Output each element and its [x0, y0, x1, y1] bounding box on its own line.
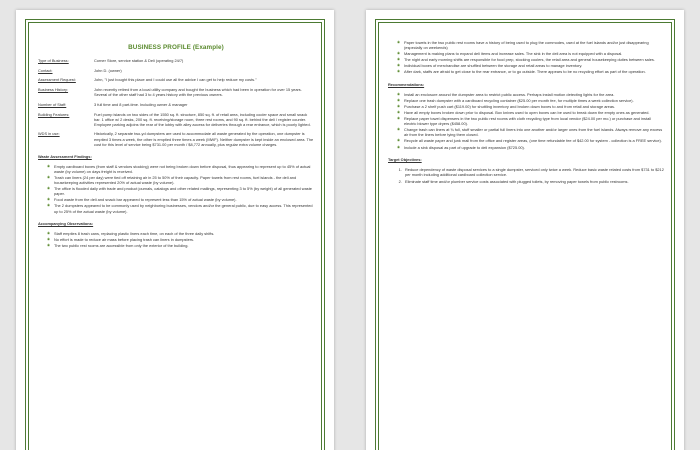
list-item: ◉ Replace paper towel dispensers in the two public rest rooms with cloth recycling type from local vendor ($24.00 per mo.) or purchase and install electric blower type dryers ($458.00). [397, 116, 664, 126]
observations-list [38, 231, 314, 248]
page-1-content [38, 44, 314, 249]
list-item: ◉ The night and early morning shifts are responsible for food prep, stocking coolers, the retail area and general housekeeping duties between sales. [397, 57, 664, 62]
list-item: 1. Reduce dependency of waste disposal services to a single dumpster, serviced only twice a week. Reduce basic waste related costs from $731 to $212 per month including additional cardboard collection service. [403, 167, 664, 177]
objectives-list [388, 167, 664, 184]
list-item: ◉ Replace one trash dumpster with a cardboard recycling container ($25.00 per month fee, for multiple times a week collection service). [397, 98, 664, 103]
page-1 [16, 10, 334, 450]
list-item: ◉ Recycle all waste paper and junk mail from the office and register areas, (one time refundable fee of $42.00 for system - collection is a FREE service). [397, 138, 664, 143]
section-heading-findings: Waste Assessment Findings: [38, 153, 92, 159]
list-item: 2. Eliminate staff time and/or plumber service costs associated with plugged toilets, by removing paper towels from public restrooms. [403, 179, 664, 184]
list-item: ◉ The 2 dumpsters appeared to be commonly used by neighboring businesses, vendors and/or the general public, due to easy access. This represented up to 25% of the actual waste (by volume). [47, 203, 314, 213]
observations-continued-list [388, 40, 664, 75]
list-item: ◉ Purchase a 2 shelf push cart ($119.00) for shuttling inventory and broken down boxes to and from retail and storage areas. [397, 104, 664, 109]
field-value: John, "I just bought this place and I could use all the advice I can get to help reduce my costs." [94, 77, 257, 83]
field-label: Type of Business: [38, 58, 69, 63]
field-contact [38, 68, 314, 73]
recommendations-list [388, 92, 664, 150]
field-value: 3 full time and 8 part-time. Including owner & manager [94, 101, 188, 107]
section-heading-objectives: Target Objectives: [388, 156, 422, 162]
findings-list [38, 164, 314, 214]
list-item: ◉ Staff empties 8 trash cans, replacing plastic liners each time, on each of the three daily shifts. [47, 231, 314, 236]
section-heading-recommendations: Recommendations: [388, 81, 425, 87]
list-item: ◉ Paper towels in the two public rest rooms have a history of being used to plug the commodes, used at the fuel islands and/or just disappearing (especially on weekends) [397, 40, 664, 50]
field-label: Business History: [38, 87, 69, 93]
list-item: ◉ Include a sink disposal as part of upgrade to deli expansion ($725.00). [397, 145, 664, 150]
list-item: ◉ After dark, staffs are afraid to get close to the rear entrance, or to go outside. There appears to be no recycling effort as part of the operation. [397, 69, 664, 74]
field-label: Assessment Request: [38, 77, 76, 83]
list-item: ◉ No effort is made to reduce air mass before placing trash can liners in dumpsters. [47, 237, 314, 242]
list-item: ◉ The two public rest rooms are accessible from only the exterior of the building. [47, 243, 314, 248]
field-value: Fuel pump islands on two sides of the 1550 sq. ft. structure, 850 sq. ft. of retail area, including cooler space and small snack bar. 1 office w/ 2 desks, 200 sq. ft. receiving/storage room, three rest rooms, and 90 sq. ft. behind the deli / register counter. Employee parking adjoins the rear of the lobby with alley access for deliveries through a rear entrance, which is poorly lighted. [94, 111, 311, 127]
list-item: ◉ Food waste from the deli and snack bar appeared to represent less than 15% of actual waste (by volume). [47, 197, 314, 202]
field-assessment-request [38, 77, 314, 82]
list-item: ◉ Management is making plans to expand deli items and increase sales. The sink in the deli area is not equipped with a disposal. [397, 51, 664, 56]
page-2-content [388, 40, 664, 186]
field-business-history [38, 87, 314, 97]
document-title: BUSINESS PROFILE (Example) [128, 44, 224, 51]
field-wds-in-use [38, 131, 314, 146]
field-label: Building Features: [38, 111, 70, 117]
field-type-of-business [38, 58, 314, 63]
field-value: John recently retired from a local utility company and bought the business which had been in operation for over 15 years. Several of the other staff had 3 to 4 years history with the previous owners. [94, 87, 302, 98]
field-number-of-staff [38, 102, 314, 107]
list-item: ◉ The office is flooded daily with trade and product journals, catalogs and other related mailings, representing 3 to 5% (by weight) of all generated waste paper. [47, 186, 314, 196]
field-label: WDS in use: [38, 131, 60, 137]
list-item: ◉ Install an enclosure around the dumpster area to restrict public access. Perhaps install motion detecting lights for the area. [397, 92, 664, 97]
field-building-features [38, 112, 314, 127]
list-item: ◉ Change trash can liners at ¾ full, stuff smaller or partial full liners into one another and/or larger ones from the fuel islands. Always remove any excess air from the liners before tying them closed. [397, 127, 664, 137]
list-item: ◉ Empty cardboard boxes (from staff & vendors stocking) were not being broken down before disposal, thus appearing to represent up to 45% of actual waste (by volume) on days freight is received. [47, 164, 314, 174]
field-label: Number of Staff: [38, 101, 67, 107]
list-item: ◉ Have all empty boxes broken down prior to disposal. Box knives used to open boxes can be used to break down the empty ones as generated. [397, 110, 664, 115]
list-item: ◉ Individual boxes of merchandise are shuffled between the storage and retail areas to manage inventory. [397, 63, 664, 68]
list-item: ◉ Trash can liners (24 per day) were tied off retaining air in 25 to 50% of their capacity. Paper towels from rest rooms, fuel islands - the deli and housekeeping activities represented 20% of actual waste (by volume). [47, 175, 314, 185]
section-heading-observations: Accompanying Observations: [38, 220, 94, 226]
field-value: Historically, 2 separate two-yd dumpsters are used to accommodate all waste generated by the operation, one dumpster is emptied 3 times a week, the other is emptied three times a week (MWF). Neither dumpster is kept inside an enclosed area. The cost for this level of service being $731.00 per month / $8,772 annually, plus regular extra volume charges. [94, 131, 314, 147]
field-value: John D. (owner) [94, 67, 122, 73]
field-value: Corner Store, service station & Deli (operating 24/7) [94, 58, 184, 63]
page-2 [366, 10, 684, 450]
field-label: Contact: [38, 67, 53, 73]
